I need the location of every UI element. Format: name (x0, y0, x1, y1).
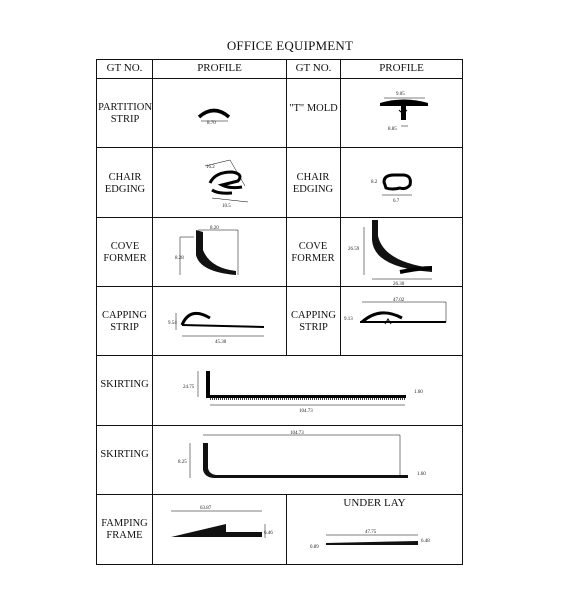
header-gt-no-2: GT NO. (295, 62, 332, 74)
dim-label: 6.46 (264, 531, 273, 536)
dim-label: 26.30 (393, 282, 405, 287)
page-title: OFFICE EQUIPMENT (226, 38, 354, 53)
dim-label: 63.87 (200, 506, 212, 511)
dim-label: 47.02 (393, 298, 405, 303)
dim-label: 8.70 (207, 121, 216, 126)
row-4-right-label: CAPPING STRIP (291, 310, 336, 333)
row-7-left-label: FAMPING FRAME (101, 518, 148, 541)
capping-strip-profile (168, 313, 264, 345)
row-2-right-label: CHAIR EDGING (292, 172, 334, 195)
row-3-left-label: COVE FORMER (103, 241, 147, 264)
row-3-right-label: COVE FORMER (291, 241, 335, 264)
dim-label: 8.20 (210, 226, 219, 231)
partition-strip-profile (199, 111, 229, 127)
dim-label: 6.48 (421, 539, 430, 544)
dim-label: 16.2 (206, 165, 215, 170)
dim-label: 10.5 (222, 204, 231, 209)
chair-edging-profile-2 (371, 175, 412, 204)
row-7-right-label: UNDER LAY (343, 497, 406, 509)
dim-label: 8.85 (388, 127, 397, 132)
dim-label: 24.75 (183, 385, 195, 390)
row-6-label: SKIRTING (100, 449, 149, 460)
dim-label: 8.2 (371, 180, 378, 185)
dim-label: 47.75 (365, 530, 377, 535)
header-profile: PROFILE (197, 62, 242, 74)
under-lay-profile (310, 530, 430, 550)
header-gt-no: GT NO. (106, 62, 143, 74)
dim-label: 0.89 (310, 545, 319, 550)
cove-former-profile (175, 226, 238, 275)
dim-label: 8.28 (175, 256, 184, 261)
dim-label: 104.73 (299, 409, 313, 414)
row-5-label: SKIRTING (100, 379, 149, 390)
dim-label: 9.54 (168, 321, 177, 326)
skirting-profile (183, 371, 423, 414)
row-4-left-label: CAPPING STRIP (102, 310, 147, 333)
skirting-profile-2 (178, 431, 426, 478)
dim-label: 26.59 (348, 247, 360, 252)
dim-label: 1.60 (417, 472, 426, 477)
t-mold-profile (380, 92, 428, 132)
dim-label: 9.05 (396, 92, 405, 97)
dim-label: 9.13 (344, 317, 353, 322)
row-1-left-label: PARTITION STRIP (98, 102, 152, 125)
cove-former-profile-2 (348, 220, 432, 287)
dim-label: 8.25 (178, 460, 187, 465)
row-1-right-label: "T" MOLD (289, 103, 338, 114)
dim-label: 104.73 (290, 431, 304, 436)
chair-edging-profile (205, 160, 248, 209)
dim-label: 6.7 (393, 199, 400, 204)
famping-frame-profile (171, 506, 273, 538)
header-profile-2: PROFILE (379, 62, 424, 74)
dim-label: 1.60 (414, 390, 423, 395)
capping-strip-profile-2 (344, 298, 446, 324)
row-2-left-label: CHAIR EDGING (104, 172, 146, 195)
dim-label: 45.30 (215, 340, 227, 345)
